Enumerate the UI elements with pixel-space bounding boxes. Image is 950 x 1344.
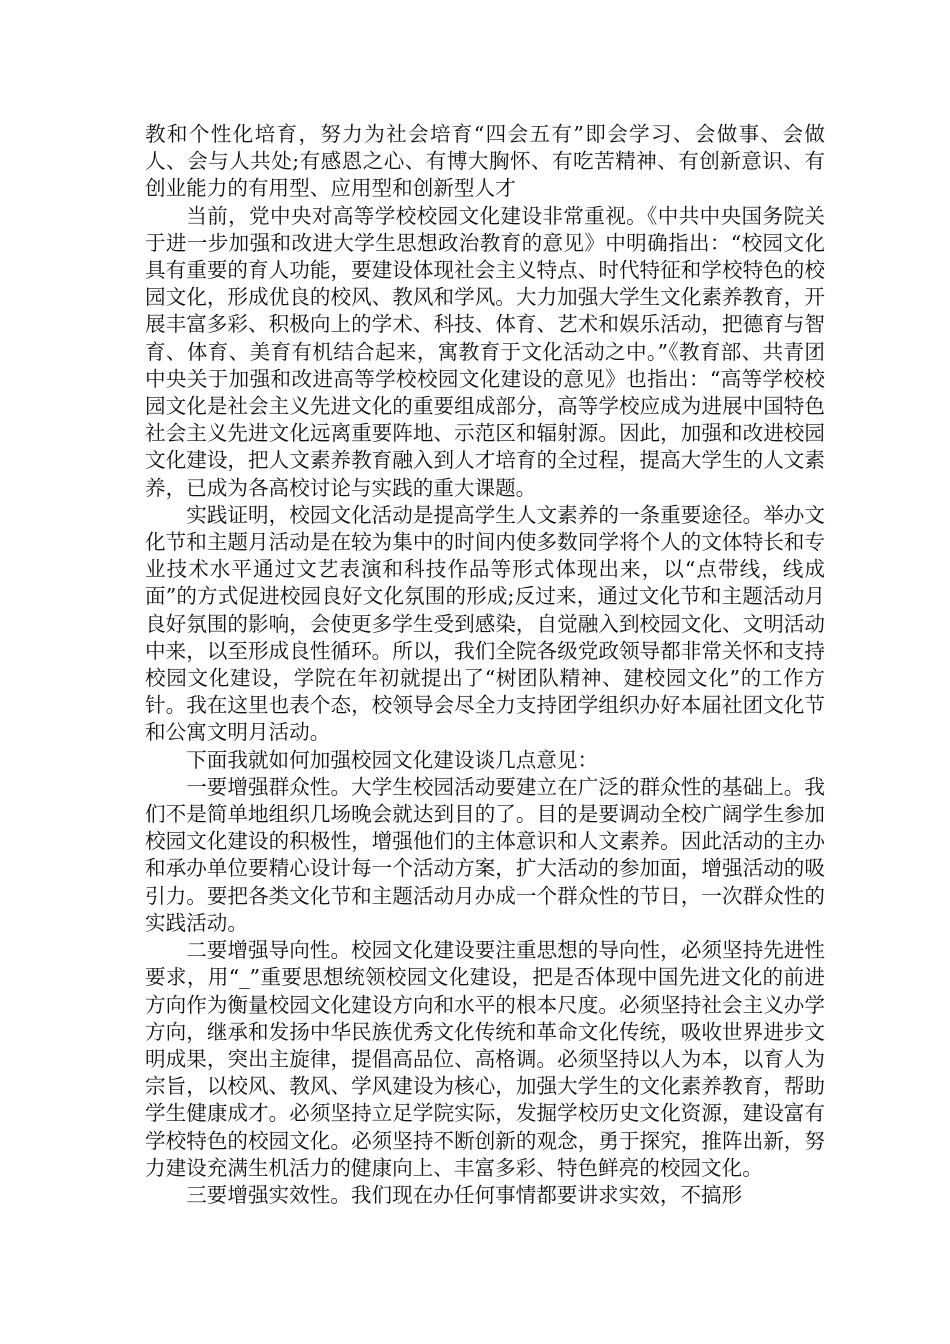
paragraph-6: 二要增强导向性。校园文化建设要注重思想的导向性，必须坚持先进性要求，用“_”重要思想统领校园文化建设，把是否体现中国先进文化的前进方向作为衡量校园文化建设方向和水平的根本尺度。必须坚持社会主义办学方向，继承和发扬中华民族优秀文化传统和革命文化传统，吸收世界进步文明成果，突出主旋律，提倡高品位、高格调。必须坚持以人为本，以育人为宗旨，以校风、教风、学风建设为核心，加强大学生的文化素养教育，帮助学生健康成才。必须坚持立足学院实际，发掘学校历史文化资源，建设富有学校特色的校园文化。必须坚持不断创新的观念，勇于探究，推阵出新，努力建设充满生机活力的健康向上、丰富多彩、特色鲜亮的校园文化。	[145, 938, 825, 1180]
paragraph-3: 实践证明，校园文化活动是提高学生人文素养的一条重要途径。举办文化节和主题月活动是在较为集中的时间内使多数同学将个人的文体特长和专业技术水平通过文艺表演和科技作品等形式体现出来，以“点带线，线成面”的方式促进校园良好文化氛围的形成;反过来，通过文化节和主题活动月良好氛围的影响，会使更多学生受到感染，自觉融入到校园文化、文明活动中来，以至形成良性循环。所以，我们全院各级党政领导都非常关怀和支持校园文化建设，学院在年初就提出了“树团队精神、建校园文化”的工作方针。我在这里也表个态，校领导会尽全力支持团学组织办好本届社团文化节和公寓文明月活动。	[145, 502, 825, 745]
document-page	[145, 121, 825, 1209]
paragraph-7: 三要增强实效性。我们现在办任何事情都要讲求实效，不搞形	[186, 1182, 743, 1207]
paragraph-4: 下面我就如何加强校园文化建设谈几点意见：	[186, 747, 599, 772]
paragraph-2: 当前，党中央对高等学校校园文化建设非常重视。《中共中央国务院关于进一步加强和改进大学生思想政治教育的意见》中明确指出：“校园文化具有重要的育人功能，要建设体现社会主义特点、时代特征和学校特色的校园文化，形成优良的校风、教风和学风。大力加强大学生文化素养教育，开展丰富多彩、积极向上的学术、科技、体育、艺术和娱乐活动，把德育与智育、体育、美育有机结合起来，寓教育于文化活动之中。”《教育部、共青团中央关于加强和改进高等学校校园文化建设的意见》也指出：“高等学校校园文化是社会主义先进文化的重要组成部分，高等学校应成为进展中国特色社会主义先进文化远离重要阵地、示范区和辐射源。因此，加强和改进校园文化建设，把人文素养教育融入到人才培育的全过程，提高大学生的人文素养，已成为各高校讨论与实践的重大课题。	[145, 203, 825, 500]
paragraph-1: 教和个性化培育，努力为社会培育“四会五有”即会学习、会做事、会做人、会与人共处;有感恩之心、有博大胸怀、有吃苦精神、有创新意识、有创业能力的有用型、应用型和创新型人才	[145, 122, 825, 201]
paragraph-5: 一要增强群众性。大学生校园活动要建立在广泛的群众性的基础上。我们不是简单地组织几场晚会就达到目的了。目的是要调动全校广阔学生参加校园文化建设的积极性，增强他们的主体意识和人文素养。因此活动的主办和承办单位要精心设计每一个活动方案，扩大活动的参加面，增强活动的吸引力。要把各类文化节和主题活动月办成一个群众性的节日，一次群众性的实践活动。	[145, 774, 825, 935]
